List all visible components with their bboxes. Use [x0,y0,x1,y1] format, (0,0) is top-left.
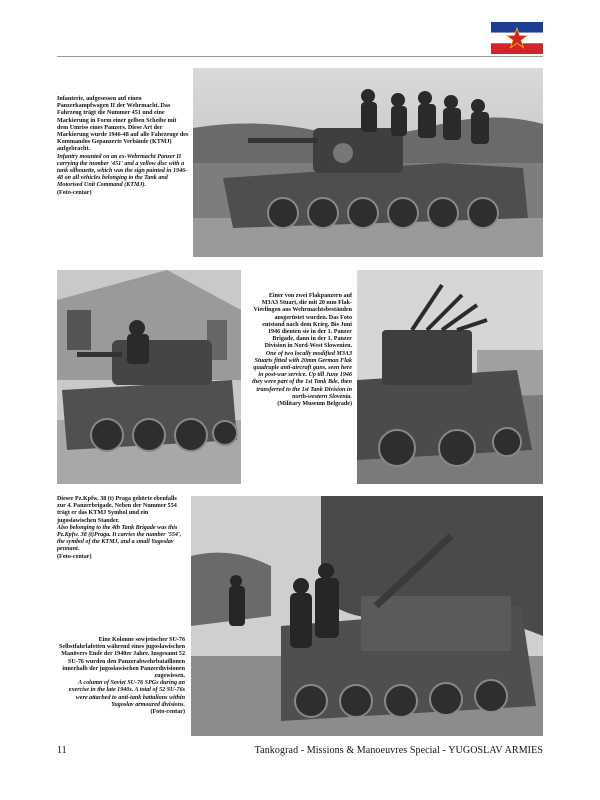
caption-top-english: Infantry mounted on an ex-Wehrmacht Panzer II carrying the number '451' and a yellow disc with a tank silhouette, which was the sign painted in 1946-48 on all vehicles belonging to the Tank and Motorised Unit Command (KTMJ). [57,153,188,189]
caption-middle-english: One of two locally modified M3A3 Stuarts fitted with 20mm German Flak quadruple anti-aircraft guns, seen here in post-war service. Up till June 1946 they were part of the 1st Tank Bde, then transferred to the 1st Tank Division in north-western Slovenia. [252,350,352,400]
caption-bottom [57,637,185,716]
caption-lower-left-credit: (Foto-centar) [57,553,92,560]
caption-top [57,96,189,197]
caption-bottom-english: A column of Soviet SU-76 SPGs during an exercise in the late 1940s. A total of 52 SU-76s were attached to anti-tank battalions within Yugoslav armoured divisions. [68,680,185,708]
photo-panzer-ii-infantry [193,68,543,257]
caption-middle-german: Einer von zwei Flakpanzern auf M3A3 Stuart, die mit 20 mm Flak-Vierlingen aus Wehrmachtsbeständen ausgerüstet wurden. Das Foto entstand nach dem Krieg. Bis Juni 1946 dienten sie in der 1. Panzer Brigade, dann in der 1. Panzer Division in Nord-West Slowenien. [253,293,352,350]
yugoslav-flag-icon [491,22,543,54]
caption-lower-left [57,496,185,561]
caption-top-credit: (Foto-centar) [57,189,92,196]
caption-bottom-german: Eine Kolonne sowjetischer SU-76 Selbstfahrlafetten während eines jugoslawischen Manövers Ende der 1940er Jahre. Insgesamt 52 SU-76 wurden den Panzerabwehrbataillonen innerhalb der jugoslawischen Panzerdivisionen zugewiesen. [59,637,185,680]
header-rule [57,56,543,57]
running-title: Tankograd - Missions & Manoeuvres Special - YUGOSLAV ARMIES [254,745,543,756]
caption-top-german: Infanterie, aufgesessen auf einen Panzerkampfwagen II der Wehrmacht. Das Fahrzeug trägt die Nummer 451 und eine Markierung in Form einer gelben Scheibe mit dem Umriss eines Panzers. Diese Art der Markierung wurde 1946-48 auf alle Fahrzeuge des Kommandos Gepanzerte Verbände (KTMJ) aufgebracht. [57,96,189,153]
caption-lower-left-german: Dieser Pz.Kpfw. 38 (t) Praga gehörte ebenfalls zur 4. Panzerbrigade. Neben der Nummer 554 trägt er das KTMJ Symbol und ein jugoslawischen Stander. [57,496,177,524]
photo-pzkpfw-38t [57,270,241,484]
photo-su76-column [191,496,543,736]
caption-middle-credit: (Military Museum Belgrade) [277,401,352,408]
caption-bottom-credit: (Foto-centar) [150,709,185,716]
caption-lower-left-english: Also belonging to the 4th Tank Brigade was this Pz.Kpfw. 38 (t)Praga. It carries the number '554', the symbol of the KTMJ, and a small Yugoslav pennant. [57,524,182,553]
caption-middle [252,293,352,408]
page-number: 11 [57,745,67,756]
photo-m3a3-stuart-flak [357,270,543,484]
